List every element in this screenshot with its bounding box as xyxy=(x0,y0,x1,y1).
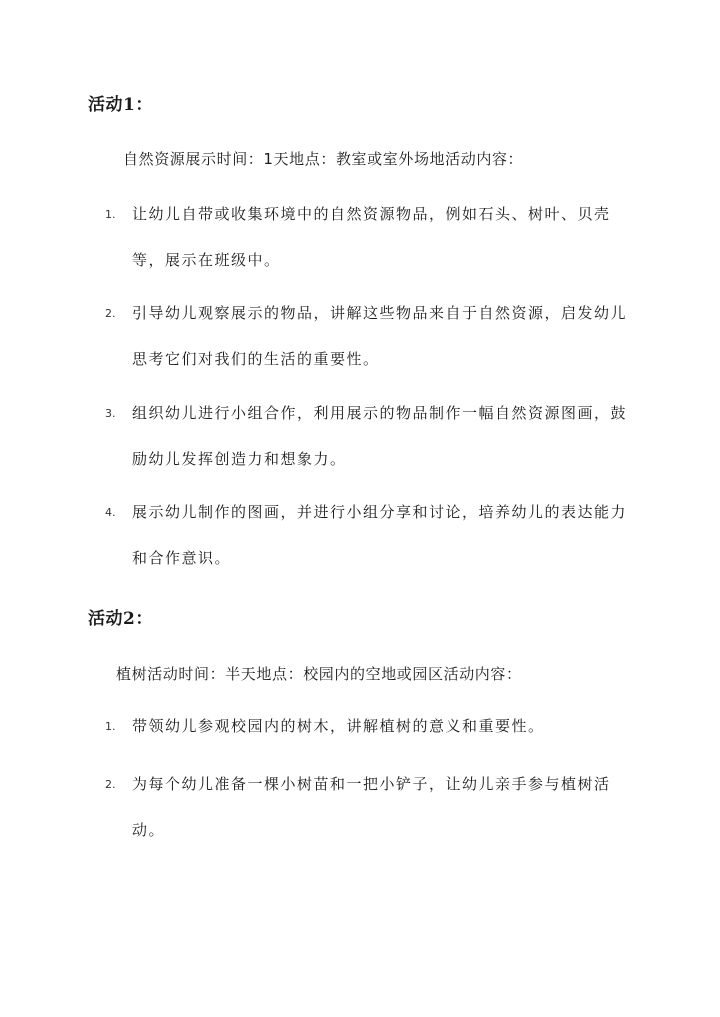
list-item-text: 展示幼儿制作的图画，并进行小组分享和讨论，培养幼儿的表达能力和合作意识。 xyxy=(132,503,628,567)
list-item-text: 组织幼儿进行小组合作，利用展示的物品制作一幅自然资源图画，鼓励幼儿发挥创造力和想象力。 xyxy=(132,404,628,468)
list-item-number: 1. xyxy=(105,720,116,733)
list-item-text: 让幼儿自带或收集环境中的自然资源物品，例如石头、树叶、贝壳等，展示在班级中。 xyxy=(132,205,611,269)
list-item-text: 带领幼儿参观校园内的树木，讲解植树的意义和重要性。 xyxy=(132,717,545,735)
list-item-number: 3. xyxy=(105,407,116,420)
activity2-intro: 植树活动时间：半天地点：校园内的空地或园区活动内容： xyxy=(116,665,522,683)
list-item-number: 1. xyxy=(105,208,116,221)
list-item-number: 2. xyxy=(105,778,116,791)
activity2-heading: 活动2： xyxy=(88,609,153,629)
list-item-text: 引导幼儿观察展示的物品，讲解这些物品来自于自然资源，启发幼儿思考它们对我们的生活的重要性。 xyxy=(132,304,628,368)
list-item-number: 2. xyxy=(105,307,116,320)
activity1-intro: 自然资源展示时间：1天地点：教室或室外场地活动内容： xyxy=(123,150,524,168)
list-item-text: 为每个幼儿准备一棵小树苗和一把小铲子，让幼儿亲手参与植树活动。 xyxy=(132,775,611,839)
list-item-number: 4. xyxy=(105,506,116,519)
activity1-heading: 活动1： xyxy=(88,95,153,115)
